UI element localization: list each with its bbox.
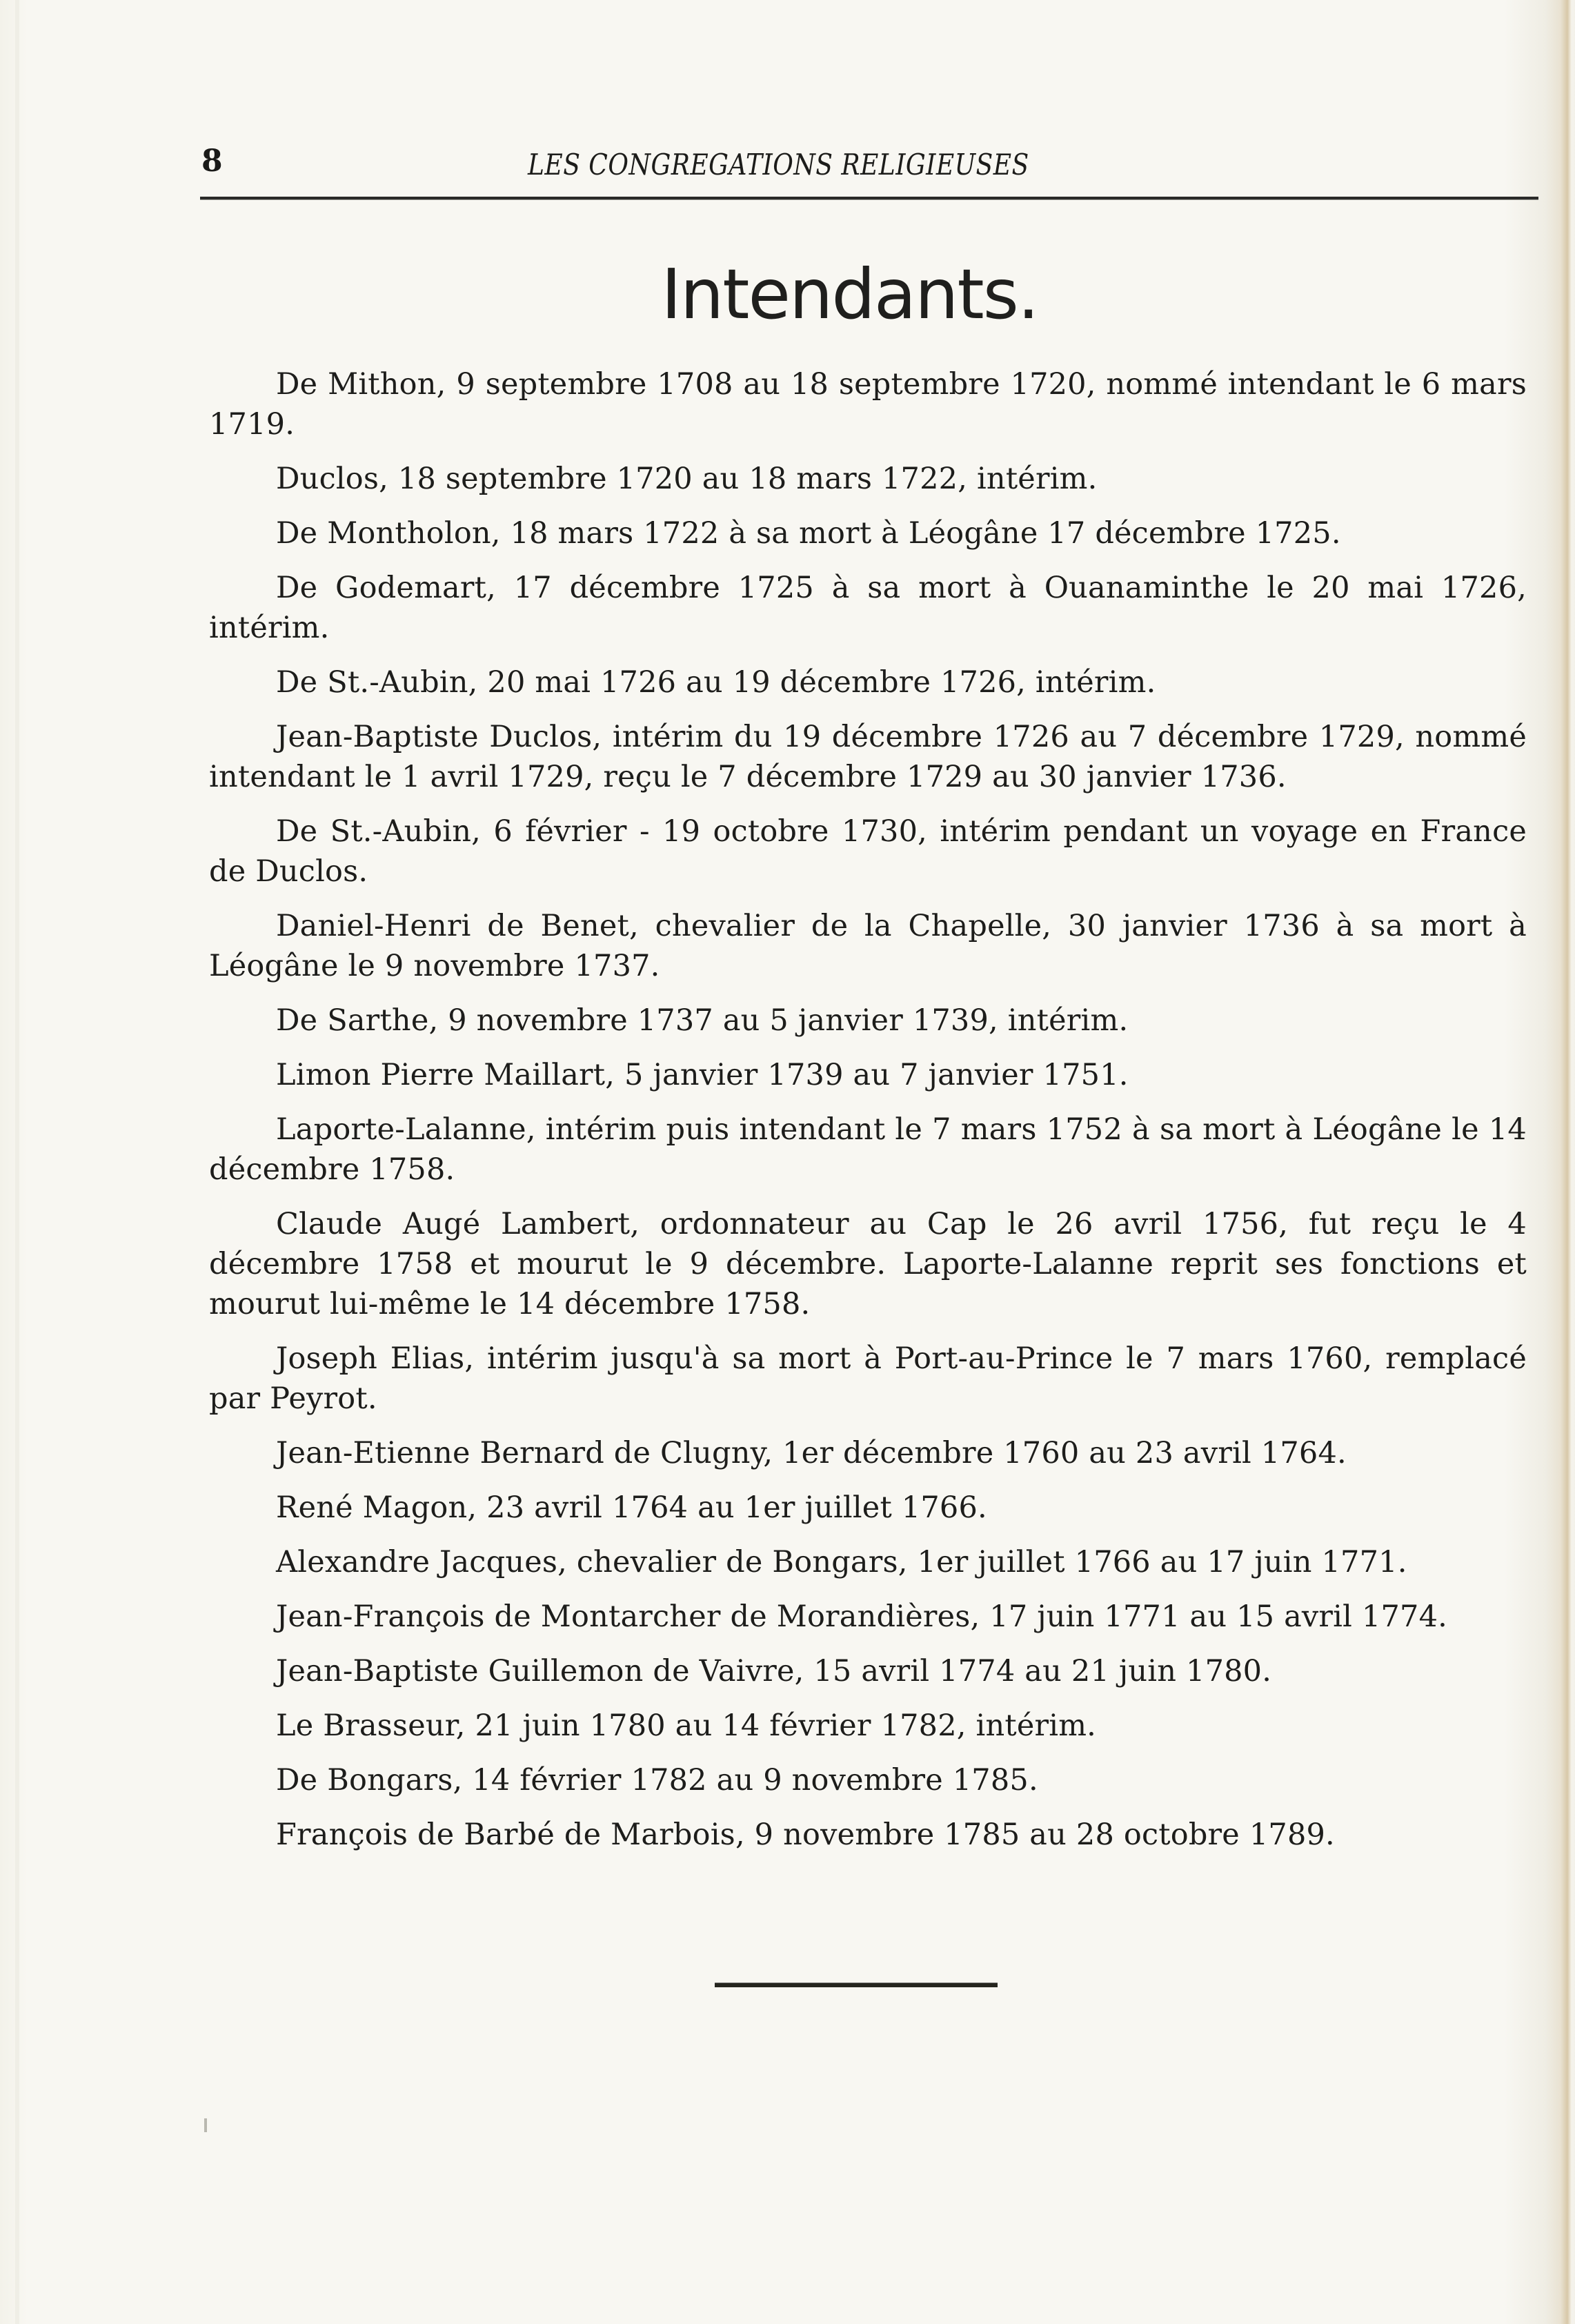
entries-list xyxy=(209,364,1527,1869)
section-title: Intendants. xyxy=(661,254,1038,335)
entry: Claude Augé Lambert, ordonnateur au Cap le 26 avril 1756, fut reçu le 4 décembre 1758 et mourut le 9 décembre. Laporte-Lalanne reprit ses fonctions et mourut lui-même le 14 décembre 1758. xyxy=(209,1207,1527,1321)
entry: Limon Pierre Maillart, 5 janvier 1739 au 7 janvier 1751. xyxy=(276,1058,1129,1092)
page-number: 8 xyxy=(201,144,223,179)
entry: Laporte-Lalanne, intérim puis intendant le 7 mars 1752 à sa mort à Léogâne le 14 décembre 1758. xyxy=(209,1112,1527,1187)
entry: Jean-Baptiste Guillemon de Vaivre, 15 avril 1774 au 21 juin 1780. xyxy=(276,1654,1272,1688)
print-speck xyxy=(204,2118,207,2132)
entry: Daniel-Henri de Benet, chevalier de la Chapelle, 30 janvier 1736 à sa mort à Léogâne le 9 novembre 1737. xyxy=(209,909,1527,983)
entry: De Sarthe, 9 novembre 1737 au 5 janvier 1739, intérim. xyxy=(276,1003,1129,1038)
header-rule xyxy=(200,197,1538,200)
end-separator-rule xyxy=(715,1982,998,1987)
entry: René Magon, 23 avril 1764 au 1er juillet 1766. xyxy=(276,1490,987,1525)
running-head xyxy=(200,138,1538,186)
page-left-edge xyxy=(15,0,19,2324)
entry: De Mithon, 9 septembre 1708 au 18 septembre 1720, nommé intendant le 6 mars 1719. xyxy=(209,367,1527,442)
running-title: LES CONGREGATIONS RELIGIEUSES xyxy=(528,148,1029,181)
entry: Jean-François de Montarcher de Morandières, 17 juin 1771 au 15 avril 1774. xyxy=(276,1599,1448,1634)
entry: Jean-Baptiste Duclos, intérim du 19 décembre 1726 au 7 décembre 1729, nommé intendant le 1 avril 1729, reçu le 7 décembre 1729 au 30 janvier 1736. xyxy=(209,720,1527,794)
entry: Joseph Elias, intérim jusqu'à sa mort à Port-au-Prince le 7 mars 1760, remplacé par Peyrot. xyxy=(209,1341,1527,1416)
entry: De St.-Aubin, 6 février - 19 octobre 1730, intérim pendant un voyage en France de Duclos. xyxy=(209,814,1527,889)
entry: Duclos, 18 septembre 1720 au 18 mars 1722, intérim. xyxy=(276,462,1098,496)
entry: De Montholon, 18 mars 1722 à sa mort à Léogâne 17 décembre 1725. xyxy=(276,516,1341,551)
entry: De Bongars, 14 février 1782 au 9 novembre 1785. xyxy=(276,1763,1038,1798)
entry: De Godemart, 17 décembre 1725 à sa mort à Ouanaminthe le 20 mai 1726, intérim. xyxy=(209,571,1527,645)
entry: De St.-Aubin, 20 mai 1726 au 19 décembre 1726, intérim. xyxy=(276,665,1156,700)
entry: Le Brasseur, 21 juin 1780 au 14 février 1782, intérim. xyxy=(276,1708,1097,1743)
entry: François de Barbé de Marbois, 9 novembre 1785 au 28 octobre 1789. xyxy=(276,1818,1335,1852)
entry: Alexandre Jacques, chevalier de Bongars, 1er juillet 1766 au 17 juin 1771. xyxy=(276,1545,1407,1579)
entry: Jean-Etienne Bernard de Clugny, 1er décembre 1760 au 23 avril 1764. xyxy=(276,1436,1347,1470)
